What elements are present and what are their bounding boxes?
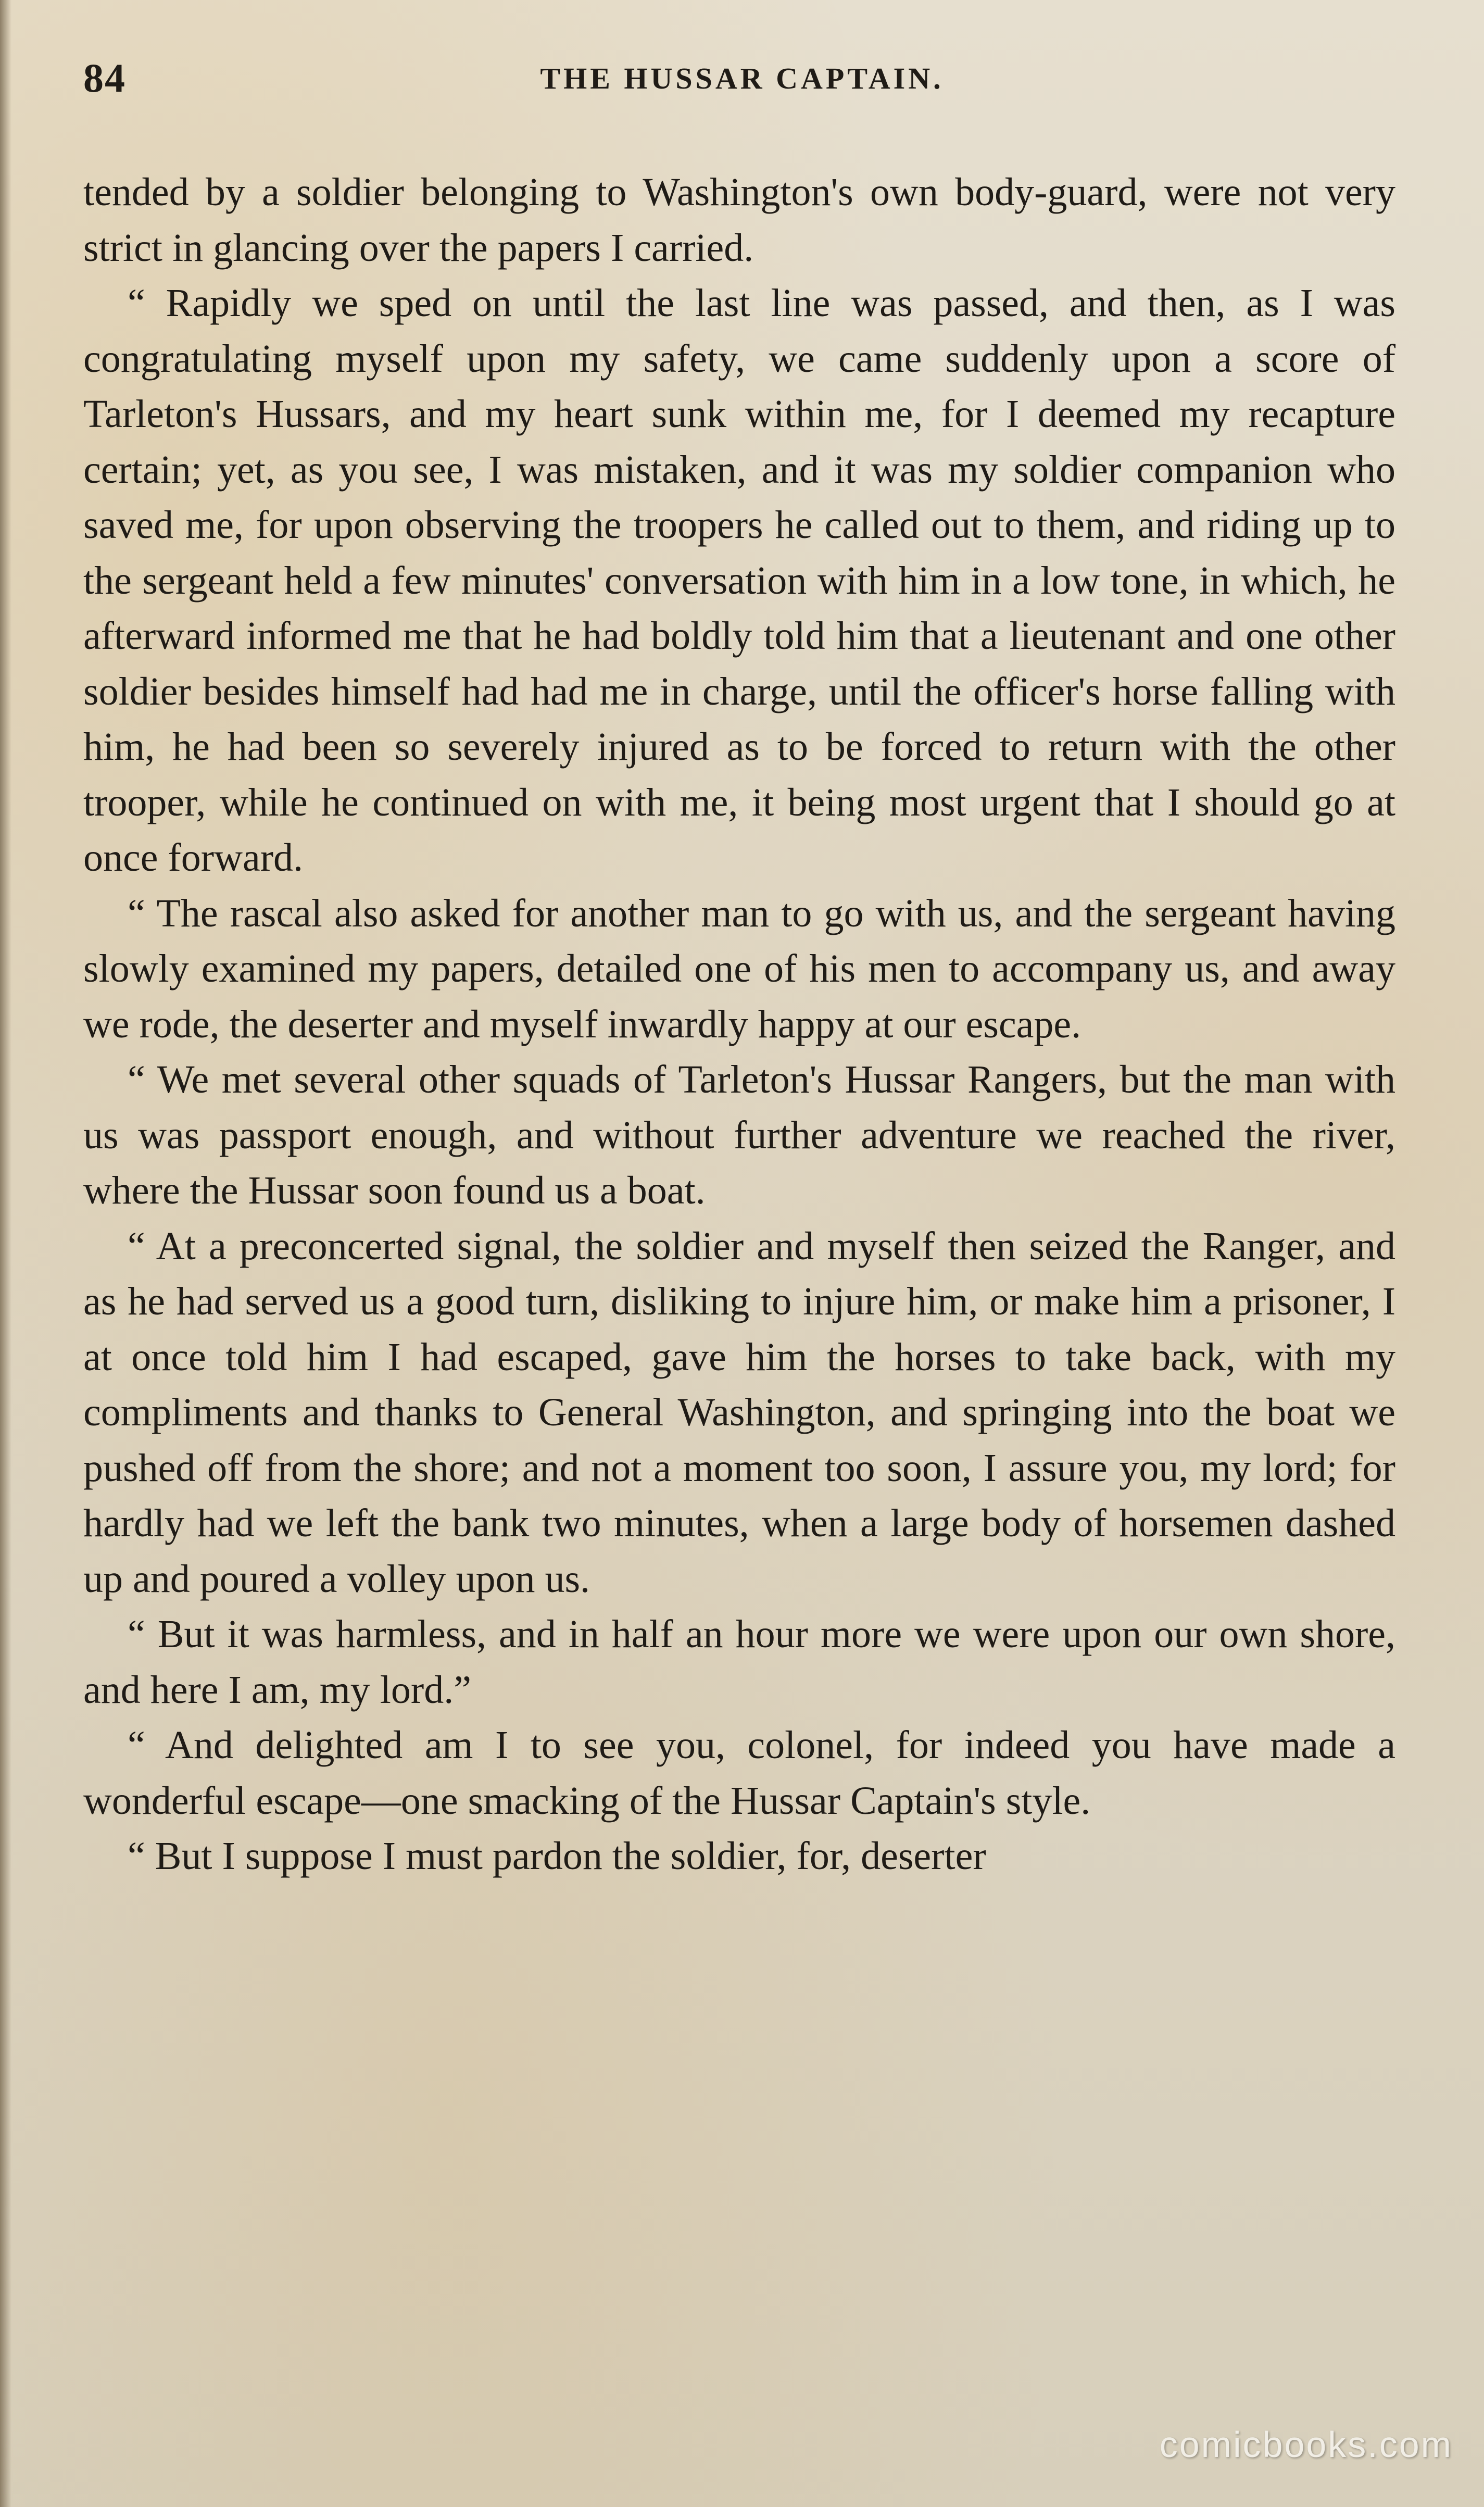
paragraph: “ Rapidly we sped on until the last line was passed, and then, as I was congratulating myself upon my safety, we came suddenly upon a score of Tarleton's Hussars, and my heart sunk within me, for I deemed my recapture certain; yet, as you see, I was mistaken, and it was my soldier companion who saved me, for upon observing the troopers he called out to them, and riding up to the sergeant held a few minutes' conversation with him in a low tone, in which, he afterward informed me that he had boldly told him that a lieutenant and one other soldier besides himself had had me in charge, until the officer's horse falling with him, he had been so severely injured as to be forced to return with the other trooper, while he continued on with me, it being most urgent that I should go at once forward.: [83, 281, 1395, 880]
paragraph: “ We met several other squads of Tarleton's Hussar Rangers, but the man with us was passport enough, and without further adventure we reached the river, where the Hussar soon found us a boat.: [83, 1058, 1395, 1212]
running-head: THE HUSSAR CAPTAIN.: [540, 61, 944, 95]
paragraph: “ The rascal also asked for another man to go with us, and the sergeant having slowly examined my papers, detailed one of his men to accompany us, and away we rode, the deserter and myself inwardly happy at our escape.: [83, 891, 1395, 1046]
page-header: [83, 49, 1401, 117]
body-text: [83, 165, 1395, 1884]
page-number: 84: [83, 55, 126, 101]
paragraph: tended by a soldier belonging to Washington's own body-guard, were not very strict in glancing over the papers I carried.: [83, 170, 1395, 270]
paragraph: “ And delighted am I to see you, colonel, for indeed you have made a wonderful escape—one smacking of the Hussar Captain's style.: [83, 1723, 1395, 1823]
paragraph: “ At a preconcerted signal, the soldier and myself then seized the Ranger, and as he had served us a good turn, disliking to injure him, or make him a prisoner, I at once told him I had escaped, gave him the horses to take back, with my compliments and thanks to General Washington, and springing into the boat we pushed off from the shore; and not a moment too soon, I assure you, my lord; for hardly had we left the bank two minutes, when a large body of horsemen dashed up and poured a volley upon us.: [83, 1224, 1395, 1601]
paragraph: “ But I suppose I must pardon the soldier, for, deserter: [128, 1834, 986, 1878]
paragraph: “ But it was harmless, and in half an hour more we were upon our own shore, and here I am, my lord.”: [83, 1612, 1395, 1712]
watermark: comicbooks.com: [1159, 2424, 1453, 2465]
page-edge-shadow: [0, 0, 11, 2507]
